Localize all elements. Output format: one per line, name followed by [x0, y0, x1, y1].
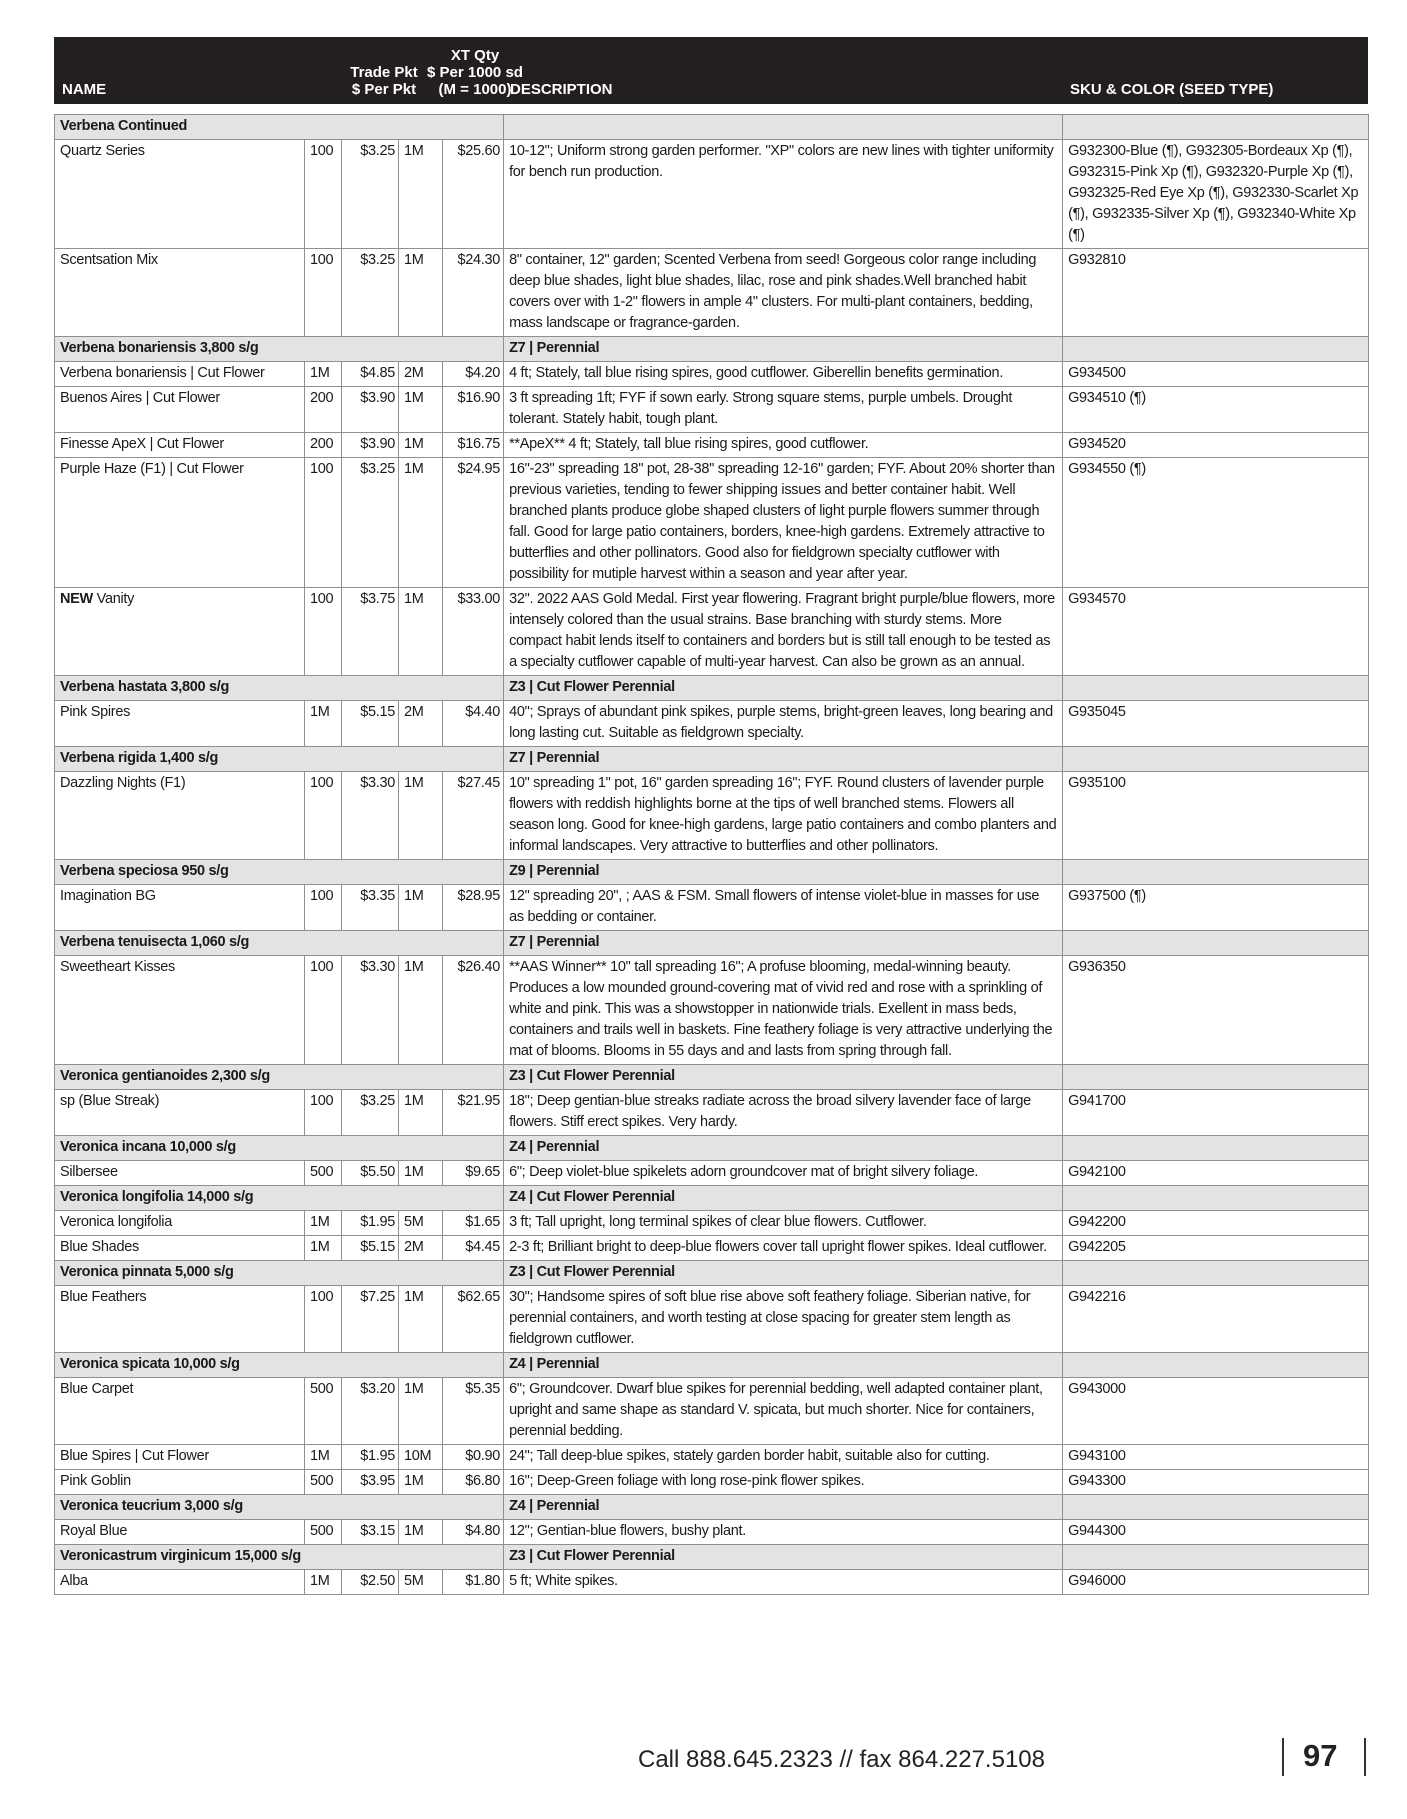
- group-blank-cell: [1063, 1136, 1369, 1161]
- xt-qty: 1M: [399, 588, 443, 676]
- header-name: NAME: [62, 81, 107, 98]
- variety-name: [55, 249, 305, 337]
- variety-name: [55, 772, 305, 860]
- sku-color: G937500 (¶): [1063, 885, 1369, 931]
- group-blank-cell: [1063, 1495, 1369, 1520]
- xt-qty: 1M: [399, 885, 443, 931]
- sku-color: G944300: [1063, 1520, 1369, 1545]
- sku-color: G934550 (¶): [1063, 458, 1369, 588]
- xt-price: $16.75: [443, 433, 504, 458]
- xt-price: $28.95: [443, 885, 504, 931]
- trade-price: $3.75: [342, 588, 399, 676]
- trade-price: $3.25: [342, 1090, 399, 1136]
- xt-price: $4.20: [443, 362, 504, 387]
- trade-qty: 500: [305, 1520, 342, 1545]
- xt-qty: 1M: [399, 1378, 443, 1445]
- trade-qty: 1M: [305, 1236, 342, 1261]
- group-zone: Z7 | Perennial: [504, 337, 1063, 362]
- table-row: [55, 956, 1369, 1065]
- variety-label: Pink Goblin: [60, 1473, 131, 1489]
- trade-price: $3.95: [342, 1470, 399, 1495]
- trade-price: $7.25: [342, 1286, 399, 1353]
- table-row: [55, 362, 1369, 387]
- group-title: Verbena hastata 3,800 s/g: [55, 676, 504, 701]
- trade-qty: 100: [305, 1090, 342, 1136]
- sku-color: G942216: [1063, 1286, 1369, 1353]
- description: 24"; Tall deep-blue spikes, stately garden border habit, suitable also for cutting.: [504, 1445, 1063, 1470]
- group-header-row: [55, 1186, 1369, 1211]
- variety-name: [55, 1520, 305, 1545]
- table-row: [55, 588, 1369, 676]
- xt-price: $4.45: [443, 1236, 504, 1261]
- sku-color: G934570: [1063, 588, 1369, 676]
- sku-color: G935045: [1063, 701, 1369, 747]
- xt-price: $33.00: [443, 588, 504, 676]
- xt-qty: 5M: [399, 1570, 443, 1595]
- group-blank-cell: [1063, 1261, 1369, 1286]
- page-footer: [0, 1738, 1407, 1778]
- trade-qty: 100: [305, 956, 342, 1065]
- xt-qty: 1M: [399, 387, 443, 433]
- xt-price: $0.90: [443, 1445, 504, 1470]
- table-row: [55, 1211, 1369, 1236]
- group-header-row: [55, 747, 1369, 772]
- variety-label: sp (Blue Streak): [60, 1093, 160, 1109]
- table-row: [55, 1470, 1369, 1495]
- variety-name: [55, 1161, 305, 1186]
- trade-price: $4.85: [342, 362, 399, 387]
- variety-label: Blue Carpet: [60, 1381, 134, 1397]
- variety-label: Imagination BG: [60, 888, 156, 904]
- xt-price: $24.95: [443, 458, 504, 588]
- group-zone: Z7 | Perennial: [504, 747, 1063, 772]
- variety-label: Alba: [60, 1573, 88, 1589]
- trade-price: $3.15: [342, 1520, 399, 1545]
- group-zone: [504, 115, 1063, 140]
- trade-qty: 100: [305, 249, 342, 337]
- variety-name: [55, 140, 305, 249]
- header-trade-pkt: Trade Pkt: [350, 64, 418, 81]
- sku-color: G934510 (¶): [1063, 387, 1369, 433]
- group-title: Veronica spicata 10,000 s/g: [55, 1353, 504, 1378]
- trade-price: $3.30: [342, 956, 399, 1065]
- group-zone: Z3 | Cut Flower Perennial: [504, 676, 1063, 701]
- trade-price: $5.15: [342, 701, 399, 747]
- description: 5 ft; White spikes.: [504, 1570, 1063, 1595]
- variety-label: Blue Spires | Cut Flower: [60, 1448, 209, 1464]
- sku-color: G932810: [1063, 249, 1369, 337]
- description: 12" spreading 20", ; AAS & FSM. Small flowers of intense violet-blue in masses for use as bedding or container.: [504, 885, 1063, 931]
- variety-name: [55, 588, 305, 676]
- sku-color: G942205: [1063, 1236, 1369, 1261]
- sku-color: G943000: [1063, 1378, 1369, 1445]
- trade-qty: 100: [305, 772, 342, 860]
- trade-qty: 500: [305, 1470, 342, 1495]
- trade-qty: 100: [305, 885, 342, 931]
- xt-price: $27.45: [443, 772, 504, 860]
- variety-name: [55, 1211, 305, 1236]
- description: 30"; Handsome spires of soft blue rise above soft feathery foliage. Siberian native, for perennial containers, and worth testing at close spacing for greater stem length as fieldgrown cutflower.: [504, 1286, 1063, 1353]
- table-row: [55, 701, 1369, 747]
- xt-price: $9.65: [443, 1161, 504, 1186]
- trade-price: $3.90: [342, 387, 399, 433]
- trade-price: $1.95: [342, 1445, 399, 1470]
- trade-price: $3.90: [342, 433, 399, 458]
- trade-price: $3.35: [342, 885, 399, 931]
- group-blank-cell: [1063, 1065, 1369, 1090]
- variety-name: [55, 362, 305, 387]
- group-header-row: [55, 1545, 1369, 1570]
- catalog-table: [54, 114, 1369, 1595]
- description: **ApeX** 4 ft; Stately, tall blue rising spires, good cutflower.: [504, 433, 1063, 458]
- xt-price: $62.65: [443, 1286, 504, 1353]
- xt-qty: 1M: [399, 140, 443, 249]
- table-row: [55, 772, 1369, 860]
- group-header-row: [55, 931, 1369, 956]
- group-header-row: [55, 1065, 1369, 1090]
- trade-qty: 100: [305, 1286, 342, 1353]
- description: 16"-23" spreading 18" pot, 28-38" spreading 12-16" garden; FYF. About 20% shorter than previous varieties, tending to fewer shipping issues and better container habit. Well branched plants produce globe shaped clusters of light purple flowers summer through fall. Good for large patio containers, borders, knee-high gardens. Extremely attractive to butterflies and other pollinators. Good also for fieldgrown specialty cutflower with possibility for mutiple harvest within a season and year after year.: [504, 458, 1063, 588]
- group-blank-cell: [1063, 676, 1369, 701]
- table-header: [54, 37, 1368, 104]
- group-header-row: [55, 676, 1369, 701]
- group-zone: Z4 | Perennial: [504, 1353, 1063, 1378]
- variety-name: [55, 458, 305, 588]
- group-title: Veronica gentianoides 2,300 s/g: [55, 1065, 504, 1090]
- xt-qty: 2M: [399, 1236, 443, 1261]
- trade-qty: 1M: [305, 1211, 342, 1236]
- table-row: [55, 458, 1369, 588]
- sku-color: G942100: [1063, 1161, 1369, 1186]
- xt-qty: 5M: [399, 1211, 443, 1236]
- trade-price: $2.50: [342, 1570, 399, 1595]
- description: 6"; Groundcover. Dwarf blue spikes for perennial bedding, well adapted container plant, upright and same shape as standard V. spicata, but much shorter. Nice for containers, perennial bedding.: [504, 1378, 1063, 1445]
- table-row: [55, 249, 1369, 337]
- xt-qty: 10M: [399, 1445, 443, 1470]
- xt-price: $6.80: [443, 1470, 504, 1495]
- variety-name: [55, 1570, 305, 1595]
- description: 8" container, 12" garden; Scented Verbena from seed! Gorgeous color range including deep blue shades, light blue shades, lilac, rose and pink shades.Well branched habit covers over with 1-2" flowers in ample 4" clusters. For multi-plant containers, bedding, mass landscape or fragrance-garden.: [504, 249, 1063, 337]
- xt-price: $1.80: [443, 1570, 504, 1595]
- trade-qty: 100: [305, 458, 342, 588]
- xt-qty: 2M: [399, 362, 443, 387]
- sku-color: G932300-Blue (¶), G932305-Bordeaux Xp (¶), G932315-Pink Xp (¶), G932320-Purple Xp (¶), G932325-Red Eye Xp (¶), G932330-Scarlet Xp (¶), G932335-Silver Xp (¶), G932340-White Xp (¶): [1063, 140, 1369, 249]
- xt-price: $26.40: [443, 956, 504, 1065]
- group-title: Veronicastrum virginicum 15,000 s/g: [55, 1545, 504, 1570]
- trade-qty: 1M: [305, 362, 342, 387]
- sku-color: G934500: [1063, 362, 1369, 387]
- group-header-row: [55, 337, 1369, 362]
- trade-price: $3.20: [342, 1378, 399, 1445]
- group-title: Verbena Continued: [55, 115, 504, 140]
- trade-price: $3.25: [342, 249, 399, 337]
- table-row: [55, 1161, 1369, 1186]
- sku-color: G941700: [1063, 1090, 1369, 1136]
- group-zone: Z3 | Cut Flower Perennial: [504, 1545, 1063, 1570]
- trade-qty: 1M: [305, 1445, 342, 1470]
- table-row: [55, 1236, 1369, 1261]
- group-zone: Z9 | Perennial: [504, 860, 1063, 885]
- group-title: Verbena rigida 1,400 s/g: [55, 747, 504, 772]
- page-number: 97: [1303, 1738, 1338, 1773]
- variety-label: Verbena bonariensis | Cut Flower: [60, 365, 265, 381]
- xt-qty: 1M: [399, 1470, 443, 1495]
- xt-price: $1.65: [443, 1211, 504, 1236]
- trade-qty: 200: [305, 433, 342, 458]
- group-header-row: [55, 1261, 1369, 1286]
- description: 3 ft; Tall upright, long terminal spikes of clear blue flowers. Cutflower.: [504, 1211, 1063, 1236]
- trade-price: $5.50: [342, 1161, 399, 1186]
- table-row: [55, 433, 1369, 458]
- xt-price: $25.60: [443, 140, 504, 249]
- xt-price: $21.95: [443, 1090, 504, 1136]
- group-title: Verbena speciosa 950 s/g: [55, 860, 504, 885]
- table-row: [55, 1286, 1369, 1353]
- sku-color: G936350: [1063, 956, 1369, 1065]
- group-title: Veronica longifolia 14,000 s/g: [55, 1186, 504, 1211]
- group-title: Veronica incana 10,000 s/g: [55, 1136, 504, 1161]
- variety-label: Dazzling Nights (F1): [60, 775, 186, 791]
- table-row: [55, 1378, 1369, 1445]
- new-badge: NEW: [60, 591, 93, 607]
- variety-label: Veronica longifolia: [60, 1214, 172, 1230]
- group-zone: Z3 | Cut Flower Perennial: [504, 1065, 1063, 1090]
- xt-qty: 1M: [399, 1286, 443, 1353]
- variety-label: Scentsation Mix: [60, 252, 158, 268]
- description: 40"; Sprays of abundant pink spikes, purple stems, bright-green leaves, long bearing and long lasting cut. Suitable as fieldgrown specialty.: [504, 701, 1063, 747]
- group-title: Veronica teucrium 3,000 s/g: [55, 1495, 504, 1520]
- variety-name: [55, 433, 305, 458]
- trade-price: $1.95: [342, 1211, 399, 1236]
- trade-price: $3.30: [342, 772, 399, 860]
- header-description: DESCRIPTION: [510, 81, 613, 98]
- xt-price: $4.80: [443, 1520, 504, 1545]
- variety-label: Blue Feathers: [60, 1289, 147, 1305]
- description: 3 ft spreading 1ft; FYF if sown early. Strong square stems, purple umbels. Drought tolerant. Stately habit, tough plant.: [504, 387, 1063, 433]
- header-per-1000: $ Per 1000 sd: [427, 64, 523, 81]
- variety-name: [55, 1090, 305, 1136]
- group-header-row: [55, 1495, 1369, 1520]
- variety-label: Silbersee: [60, 1164, 118, 1180]
- header-m-def: (M = 1000): [438, 81, 512, 98]
- group-blank-cell: [1063, 931, 1369, 956]
- table-row: [55, 387, 1369, 433]
- table-row: [55, 1520, 1369, 1545]
- contact-info: Call 888.645.2323 // fax 864.227.5108: [638, 1746, 1045, 1773]
- group-zone: Z3 | Cut Flower Perennial: [504, 1261, 1063, 1286]
- header-xt-qty: XT Qty: [450, 47, 500, 64]
- description: 16"; Deep-Green foliage with long rose-pink flower spikes.: [504, 1470, 1063, 1495]
- xt-qty: 1M: [399, 956, 443, 1065]
- description: 4 ft; Stately, tall blue rising spires, good cutflower. Giberellin benefits germination.: [504, 362, 1063, 387]
- variety-name: [55, 885, 305, 931]
- sku-color: G946000: [1063, 1570, 1369, 1595]
- variety-name: [55, 956, 305, 1065]
- description: **AAS Winner** 10" tall spreading 16"; A profuse blooming, medal-winning beauty. Produces a low mounded ground-covering mat of vivid red and rose with a sprinkling of white and pink. This was a showstopper in nationwide trials. Exellent in mass beds, containers and trails well in baskets. Fine feathery foliage is very attractive underlying the mat of blooms. Blooms in 55 days and and lasts from spring through fall.: [504, 956, 1063, 1065]
- group-title: Verbena bonariensis 3,800 s/g: [55, 337, 504, 362]
- variety-name: [55, 1470, 305, 1495]
- variety-label: Finesse ApeX | Cut Flower: [60, 436, 224, 452]
- trade-qty: 200: [305, 387, 342, 433]
- xt-qty: 1M: [399, 249, 443, 337]
- xt-qty: 1M: [399, 433, 443, 458]
- trade-qty: 1M: [305, 1570, 342, 1595]
- xt-qty: 1M: [399, 1520, 443, 1545]
- group-blank-cell: [1063, 747, 1369, 772]
- group-header-row: [55, 115, 1369, 140]
- xt-qty: 1M: [399, 1161, 443, 1186]
- group-zone: Z4 | Perennial: [504, 1136, 1063, 1161]
- variety-label: Sweetheart Kisses: [60, 959, 175, 975]
- header-sku: SKU & COLOR (SEED TYPE): [1070, 81, 1274, 98]
- sku-color: G934520: [1063, 433, 1369, 458]
- variety-name: [55, 701, 305, 747]
- group-blank-cell: [1063, 1545, 1369, 1570]
- group-header-row: [55, 860, 1369, 885]
- trade-qty: 500: [305, 1378, 342, 1445]
- variety-label: Blue Shades: [60, 1239, 139, 1255]
- table-row: [55, 1570, 1369, 1595]
- group-blank-cell: [1063, 1353, 1369, 1378]
- table-row: [55, 885, 1369, 931]
- footer-divider: [1364, 1738, 1366, 1776]
- group-title: Verbena tenuisecta 1,060 s/g: [55, 931, 504, 956]
- variety-name: [55, 387, 305, 433]
- header-per-pkt: $ Per Pkt: [351, 81, 417, 98]
- variety-label: Quartz Series: [60, 143, 145, 159]
- trade-qty: 100: [305, 140, 342, 249]
- group-blank-cell: [1063, 115, 1369, 140]
- group-zone: Z4 | Cut Flower Perennial: [504, 1186, 1063, 1211]
- variety-name: [55, 1286, 305, 1353]
- trade-price: $3.25: [342, 458, 399, 588]
- description: 10" spreading 1" pot, 16" garden spreading 16"; FYF. Round clusters of lavender purple flowers with reddish highlights borne at the tips of well branched stems. Flowers all season long. Good for knee-high gardens, large patio containers and combo planters and informal landscapes. Very attractive to butterflies and other pollinators.: [504, 772, 1063, 860]
- trade-price: $3.25: [342, 140, 399, 249]
- xt-price: $16.90: [443, 387, 504, 433]
- catalog-body: [55, 115, 1369, 1595]
- variety-name: [55, 1236, 305, 1261]
- variety-label: Purple Haze (F1) | Cut Flower: [60, 461, 244, 477]
- trade-qty: 1M: [305, 701, 342, 747]
- group-blank-cell: [1063, 1186, 1369, 1211]
- xt-price: $4.40: [443, 701, 504, 747]
- description: 10-12"; Uniform strong garden performer. "XP" colors are new lines with tighter uniformity for bench run production.: [504, 140, 1063, 249]
- trade-qty: 100: [305, 588, 342, 676]
- footer-divider: [1282, 1738, 1284, 1776]
- description: 2-3 ft; Brilliant bright to deep-blue flowers cover tall upright flower spikes. Ideal cutflower.: [504, 1236, 1063, 1261]
- table-row: [55, 140, 1369, 249]
- xt-qty: 2M: [399, 701, 443, 747]
- description: 12"; Gentian-blue flowers, bushy plant.: [504, 1520, 1063, 1545]
- group-header-row: [55, 1353, 1369, 1378]
- variety-label: Pink Spires: [60, 704, 131, 720]
- group-zone: Z4 | Perennial: [504, 1495, 1063, 1520]
- sku-color: G943100: [1063, 1445, 1369, 1470]
- table-row: [55, 1090, 1369, 1136]
- xt-qty: 1M: [399, 1090, 443, 1136]
- description: 18"; Deep gentian-blue streaks radiate across the broad silvery lavender face of large flowers. Stiff erect spikes. Very hardy.: [504, 1090, 1063, 1136]
- sku-color: G942200: [1063, 1211, 1369, 1236]
- trade-qty: 500: [305, 1161, 342, 1186]
- table-row: [55, 1445, 1369, 1470]
- trade-price: $5.15: [342, 1236, 399, 1261]
- group-header-row: [55, 1136, 1369, 1161]
- group-zone: Z7 | Perennial: [504, 931, 1063, 956]
- xt-price: $5.35: [443, 1378, 504, 1445]
- variety-label: Royal Blue: [60, 1523, 128, 1539]
- variety-name: [55, 1378, 305, 1445]
- group-blank-cell: [1063, 337, 1369, 362]
- variety-name: [55, 1445, 305, 1470]
- variety-label: Vanity: [92, 591, 135, 607]
- group-title: Veronica pinnata 5,000 s/g: [55, 1261, 504, 1286]
- xt-price: $24.30: [443, 249, 504, 337]
- sku-color: G935100: [1063, 772, 1369, 860]
- xt-qty: 1M: [399, 458, 443, 588]
- group-blank-cell: [1063, 860, 1369, 885]
- variety-label: Buenos Aires | Cut Flower: [60, 390, 220, 406]
- xt-qty: 1M: [399, 772, 443, 860]
- sku-color: G943300: [1063, 1470, 1369, 1495]
- description: 32". 2022 AAS Gold Medal. First year flowering. Fragrant bright purple/blue flowers, more intensely colored than the usual strains. Base branching with sturdy stems. More compact habit lends itself to containers and borders but is still tall enough to be tested as a specialty cutflower capable of multi-year harvest. Can also be grown as an annual.: [504, 588, 1063, 676]
- catalog-sheet: [54, 37, 1368, 1595]
- description: 6"; Deep violet-blue spikelets adorn groundcover mat of bright silvery foliage.: [504, 1161, 1063, 1186]
